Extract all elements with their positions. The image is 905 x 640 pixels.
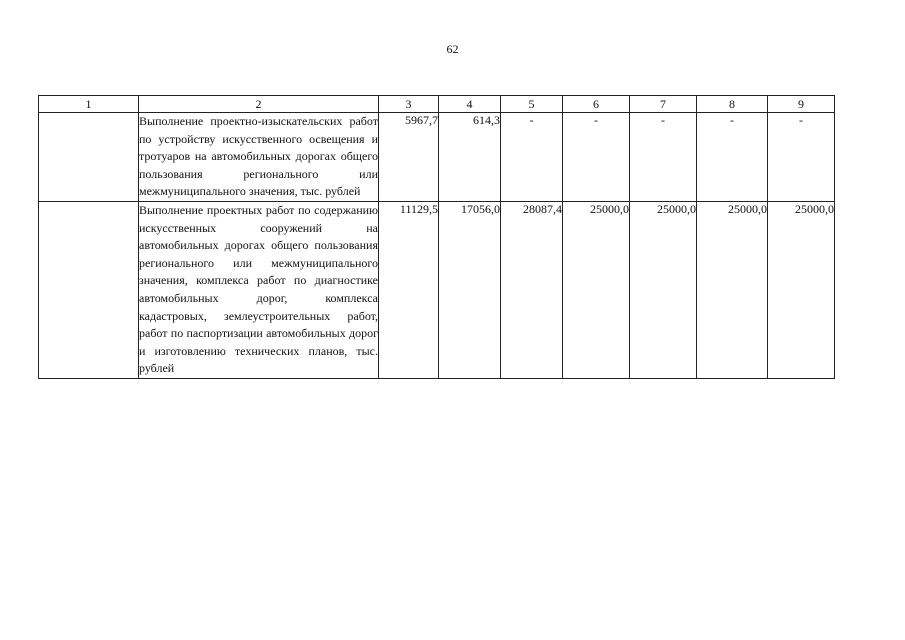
table-row	[39, 201, 835, 378]
header-row	[39, 96, 835, 113]
value-col-8: -	[697, 113, 768, 202]
header-col-3: 3	[379, 96, 439, 113]
value-col-3: 5967,7	[379, 113, 439, 202]
value-col-9: -	[768, 113, 835, 202]
value-col-3: 11129,5	[379, 201, 439, 378]
value-col-7: 25000,0	[630, 201, 697, 378]
value-col-7: -	[630, 113, 697, 202]
row-description: Выполнение проектно-изыскательских работ по устройству искусственного освещения и тротуаров на автомобильных дорогах общего пользования регионального или межмуниципального значения, тыс. рублей	[139, 113, 379, 202]
value-col-9: 25000,0	[768, 201, 835, 378]
value-col-5: 28087,4	[501, 201, 563, 378]
value-col-8: 25000,0	[697, 201, 768, 378]
header-col-6: 6	[563, 96, 630, 113]
value-col-5: -	[501, 113, 563, 202]
header-col-4: 4	[439, 96, 501, 113]
table-header	[39, 96, 835, 113]
value-col-6: -	[563, 113, 630, 202]
row-index-cell	[39, 201, 139, 378]
header-col-7: 7	[630, 96, 697, 113]
header-col-5: 5	[501, 96, 563, 113]
header-col-8: 8	[697, 96, 768, 113]
row-index-cell	[39, 113, 139, 202]
page-number: 62	[446, 42, 459, 56]
header-col-1: 1	[39, 96, 139, 113]
header-col-9: 9	[768, 96, 835, 113]
value-col-6: 25000,0	[563, 201, 630, 378]
table-row	[39, 113, 835, 202]
value-col-4: 614,3	[439, 113, 501, 202]
header-col-2: 2	[139, 96, 379, 113]
row-description: Выполнение проектных работ по содержанию искусственных сооружений на автомобильных дорогах общего пользования регионального или межмуниципального значения, комплекса работ по диагностике автомобильных дорог, комплекса кадастровых, землеустроительных работ, работ по паспортизации автомобильных дорог и изготовлению технических планов, тыс. рублей	[139, 201, 379, 378]
data-table	[38, 95, 835, 379]
value-col-4: 17056,0	[439, 201, 501, 378]
